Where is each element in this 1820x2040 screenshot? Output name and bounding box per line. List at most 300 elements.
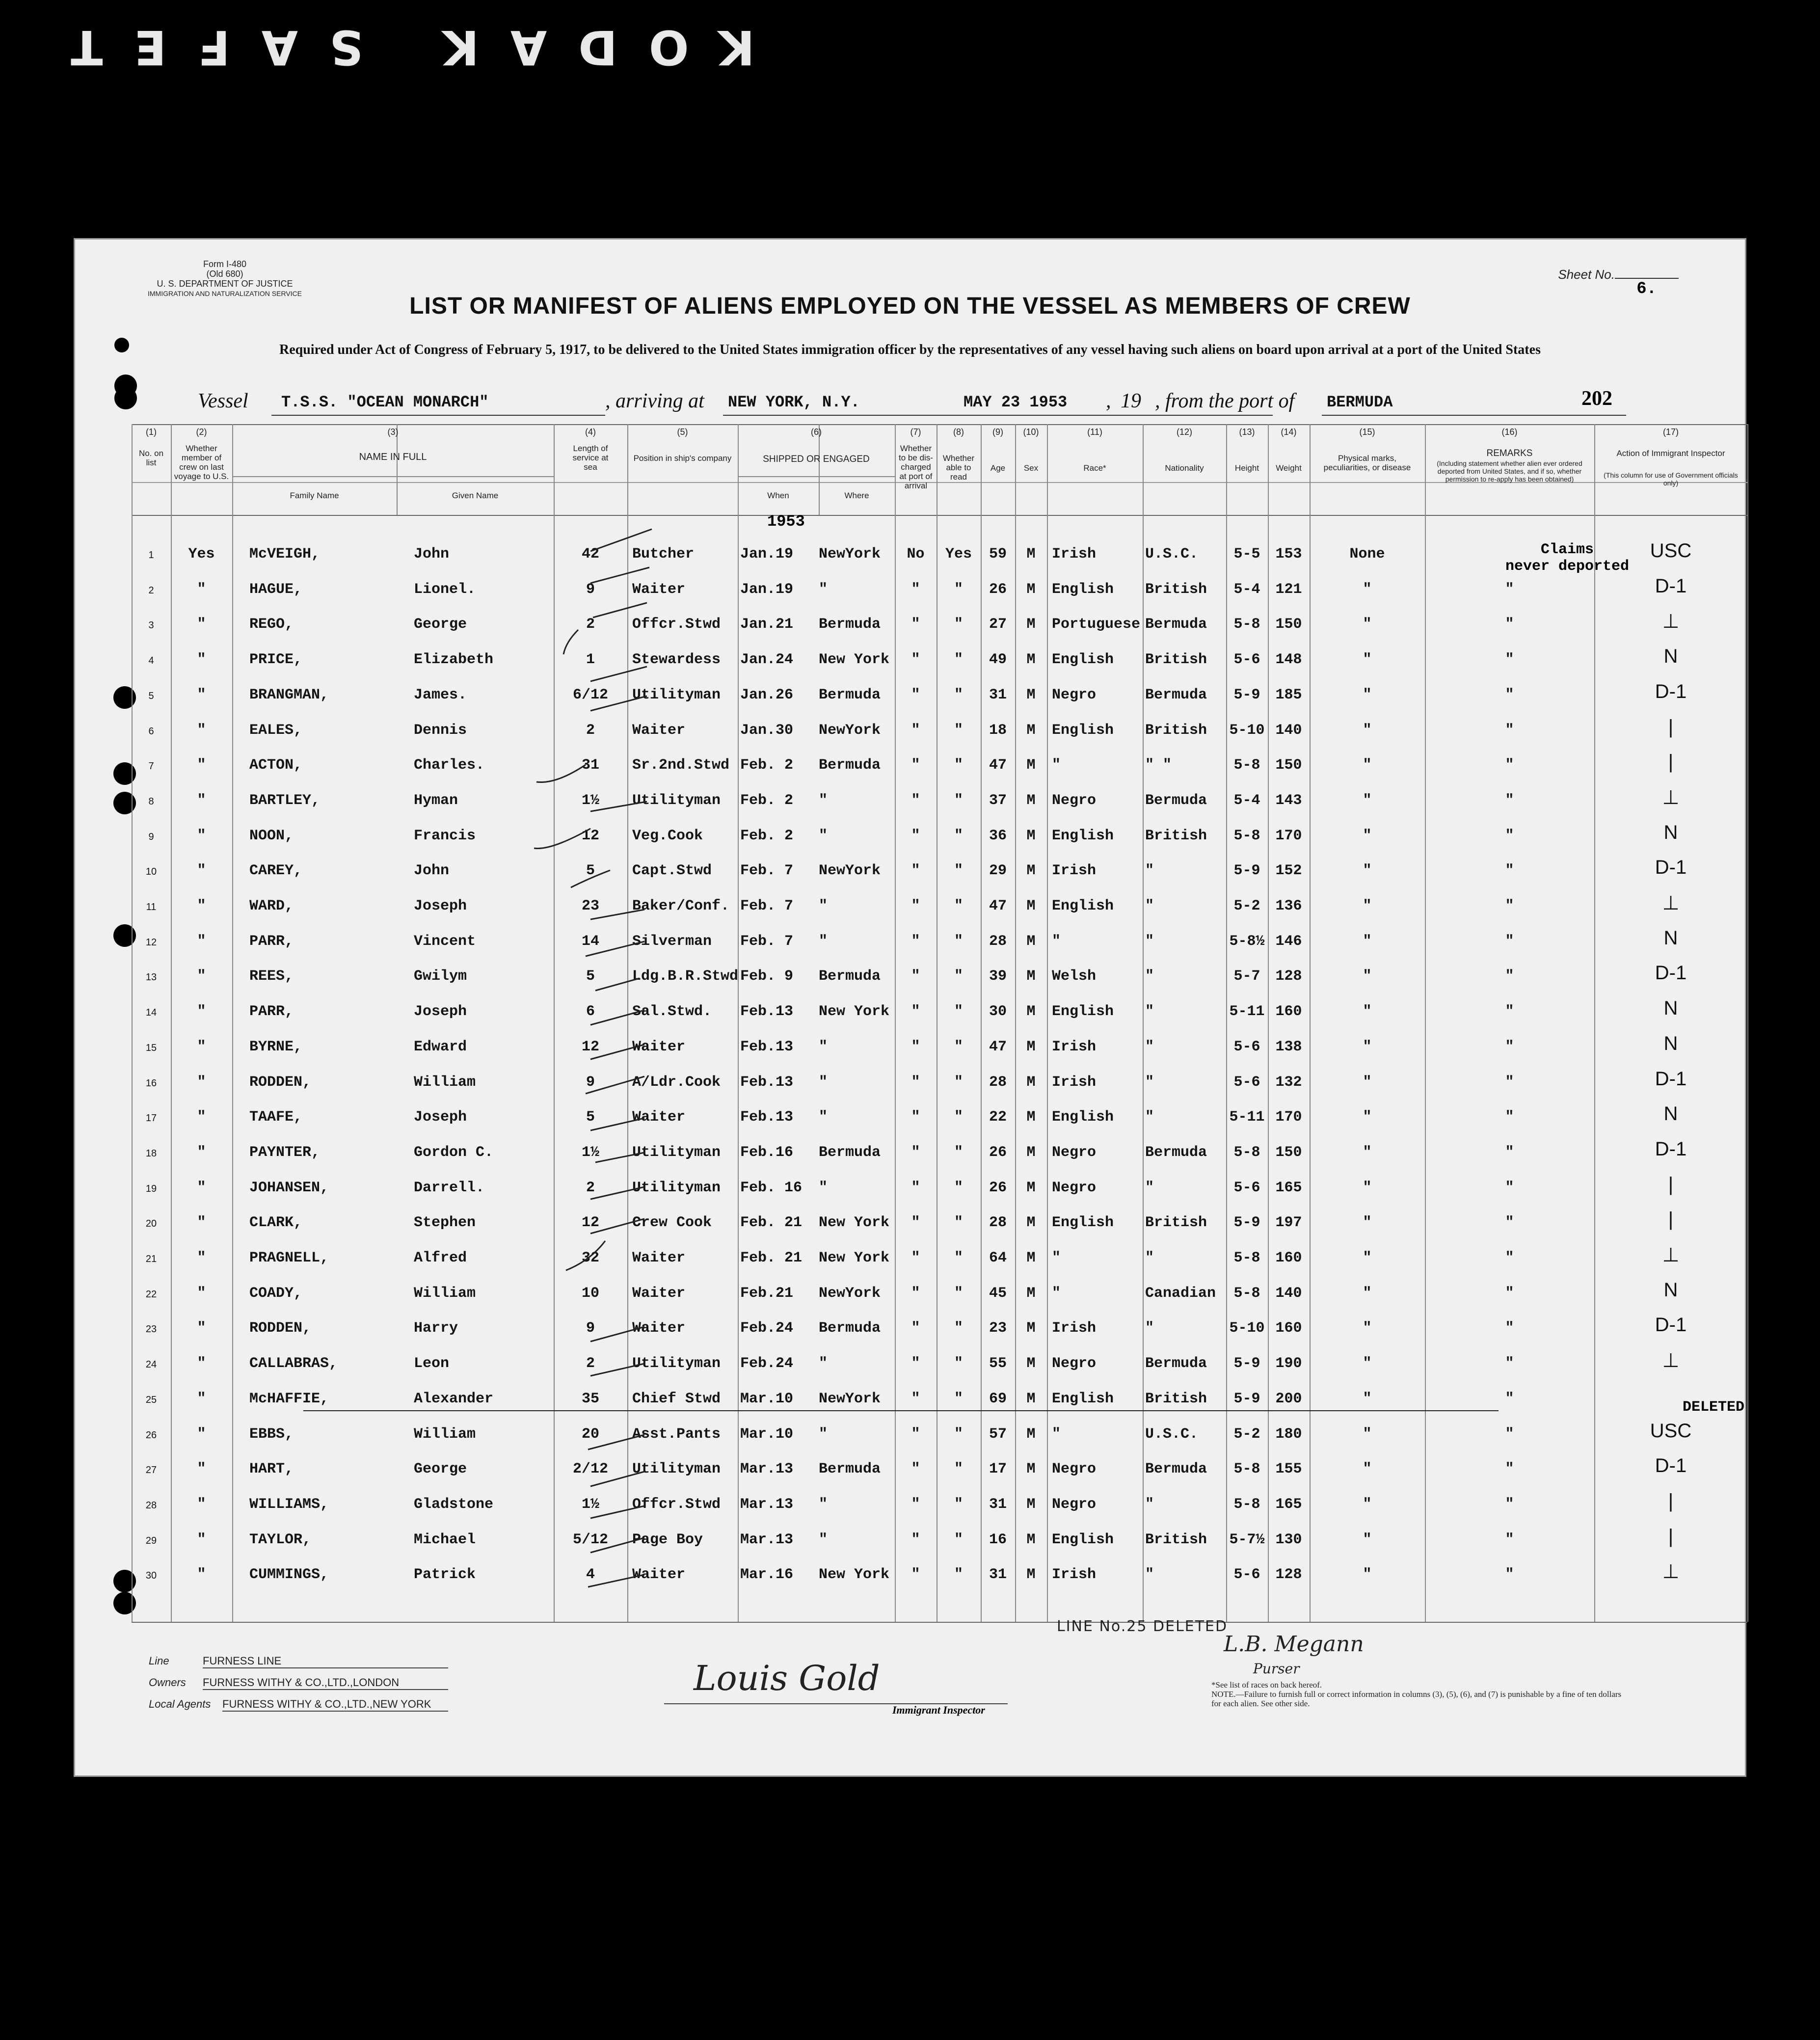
cell-age: 28 [989,1214,1007,1232]
cell-age: 55 [989,1355,1007,1372]
cell-height: 5-9 [1233,1390,1260,1407]
cell-crew: " [197,898,206,914]
cell-crew: " [197,1461,206,1478]
cell-marks: " [1363,1320,1372,1337]
cell-read: " [954,933,963,950]
vessel-name: T.S.S. "OCEAN MONARCH" [281,393,489,411]
cell-action: D-1 [1655,1455,1687,1477]
header-remarks-note: (Including statement whether alien ever ordered deported from United States, and if so, whether permission to re-apply has been obtained) [1437,459,1582,483]
cell-where: NewYork [819,1285,881,1302]
cell-weight: 190 [1275,1355,1302,1372]
cell-crew: " [197,757,206,774]
cell-where: Bermuda [819,1144,881,1161]
cell-where: Bermuda [819,616,881,633]
cell-no: 5 [148,690,154,701]
header-nationality: Nationality [1165,463,1204,473]
cell-when: Feb.13 [740,1003,794,1020]
cell-weight: 148 [1275,651,1302,669]
cell-read: " [954,968,963,985]
film-edge-marking [39,20,805,75]
table-row [132,1489,1747,1524]
cell-service: 4 [586,1566,595,1584]
cell-crew: " [197,862,206,880]
cell-race: Portuguese [1052,616,1141,633]
cell-marks: " [1363,898,1372,914]
cell-disch: " [911,1285,920,1302]
cell-given: William [414,1425,476,1443]
cell-no: 13 [145,972,157,983]
cell-where: " [819,933,828,950]
cell-weight: 128 [1275,968,1302,985]
cell-position: Waiter [632,581,686,598]
header-family-name: Family Name [290,491,339,500]
cell-crew: " [197,1074,206,1091]
cell-family: EBBS, [249,1425,294,1443]
cell-marks: " [1363,933,1372,950]
cell-when: Feb. 2 [740,827,794,844]
cell-remarks: " [1505,1003,1514,1020]
cell-height: 5-4 [1233,581,1260,598]
header-able-to-read: Whether able to read [942,454,975,482]
cell-weight: 200 [1275,1390,1302,1407]
cell-when: Feb. 7 [740,862,794,880]
cell-remarks: " [1505,1074,1514,1091]
cell-read: " [954,757,963,774]
cell-disch: " [911,1355,920,1372]
cell-crew: " [197,1250,206,1266]
cell-position: Stewardess [632,651,721,669]
cell-crew: " [197,1566,206,1584]
note-races: *See list of races on back hereof. [1211,1680,1322,1690]
cell-weight: 128 [1275,1566,1302,1584]
cell-disch: " [911,968,920,985]
cell-race: Irish [1052,1074,1097,1091]
cell-family: CALLABRAS, [249,1355,338,1372]
cell-family: McVEIGH, [249,546,321,563]
cell-family: PRAGNELL, [249,1250,329,1266]
cell-disch: " [911,862,920,880]
cell-remarks: " [1505,1355,1514,1372]
cell-marks: " [1363,1214,1372,1232]
header-sex: Sex [1023,463,1039,473]
header-age: Age [990,463,1006,473]
cell-action: | [1668,751,1674,773]
cell-where: Bermuda [819,686,881,703]
cell-age: 49 [989,651,1007,669]
table-row [132,996,1747,1031]
cell-disch: " [911,1531,920,1548]
cell-marks: " [1363,1179,1372,1196]
cell-height: 5-8 [1233,1496,1260,1513]
cell-remarks: " [1505,1461,1514,1478]
cell-when: Feb.13 [740,1109,794,1126]
cell-sex: M [1026,1003,1036,1020]
footer-notes [1211,1680,1624,1708]
cell-family: REES, [249,968,294,985]
cell-given: Edward [414,1038,467,1055]
cell-where: " [819,1109,828,1126]
purser-signature: L.B. Megann [1224,1632,1364,1657]
cell-when: Feb. 21 [740,1250,803,1266]
cell-marks: " [1363,1566,1372,1584]
cell-nat: " " [1145,757,1172,774]
cell-sex: M [1026,1144,1036,1161]
cell-when: Feb. 2 [740,792,794,809]
cell-position: Waiter [632,722,686,739]
table-row [132,1559,1747,1594]
cell-nat: Bermuda [1145,686,1207,703]
cell-action: USC [1650,1420,1692,1442]
cell-read: " [954,898,963,914]
cell-family: PARR, [249,933,294,950]
cell-race: Irish [1052,1038,1097,1055]
table-row [132,1067,1747,1101]
cell-weight: 143 [1275,792,1302,809]
cell-weight: 132 [1275,1074,1302,1091]
table-row [132,1243,1747,1277]
cell-race: English [1052,1109,1114,1126]
cell-no: 12 [145,937,157,948]
footer-agents-row [149,1698,431,1719]
cell-marks: " [1363,686,1372,703]
from-port: BERMUDA [1327,393,1393,411]
cell-when: Mar.13 [740,1461,794,1478]
line-deleted-note: LINE No.25 DELETED [1057,1618,1228,1635]
cell-service: 12 [581,1214,599,1232]
cell-race: Welsh [1052,968,1097,985]
cell-read: " [954,1355,963,1372]
cell-no: 27 [145,1465,157,1476]
cell-disch: " [911,722,920,739]
cell-nat: " [1145,1003,1154,1020]
cell-weight: 121 [1275,581,1302,598]
cell-remarks: " [1505,1531,1514,1548]
cell-height: 5-6 [1233,1074,1260,1091]
remarks-line-1: Claims [1540,541,1594,558]
cell-when: Feb. 2 [740,757,794,774]
cell-nat: Bermuda [1145,1355,1207,1372]
cell-marks: " [1363,757,1372,774]
table-row [132,574,1747,609]
cell-age: 28 [989,1074,1007,1091]
cell-action: D-1 [1655,1314,1687,1336]
cell-given: William [414,1285,476,1302]
table-row [132,1525,1747,1559]
cell-weight: 146 [1275,933,1302,950]
cell-nat: " [1145,862,1154,880]
cell-where: " [819,1355,828,1372]
cell-position: Sr.2nd.Stwd [632,757,730,774]
cell-where: " [819,1531,828,1548]
cell-height: 5-8 [1233,616,1260,633]
cell-age: 26 [989,1179,1007,1196]
owners-value: FURNESS WITHY & CO.,LTD.,LONDON [203,1676,448,1690]
cell-family: BRANGMAN, [249,686,329,703]
cell-read: " [954,722,963,739]
cell-marks: " [1363,1390,1372,1407]
cell-given: Gordon C. [414,1144,494,1161]
cell-given: Joseph [414,1109,467,1126]
cell-when: Feb. 16 [740,1179,803,1196]
cell-read: " [954,1320,963,1337]
cell-position: Utilityman [632,792,721,809]
date-comma: , [1106,390,1111,412]
cell-given: Vincent [414,933,476,950]
header-shipped-engaged: SHIPPED OR ENGAGED [763,454,870,464]
cell-read: " [954,1179,963,1196]
col-num-12: (12) [1176,427,1192,437]
remarks-line-2: never deported [1505,558,1630,575]
cell-marks: " [1363,968,1372,985]
cell-when: Feb.24 [740,1355,794,1372]
cell-where: " [819,1496,828,1513]
cell-family: RODDEN, [249,1320,312,1337]
cell-action: ⊥ [1662,611,1680,633]
cell-weight: 153 [1275,546,1302,563]
cell-disch: " [911,651,920,669]
cell-nat: Bermuda [1145,1461,1207,1478]
cell-read: " [954,792,963,809]
cell-race: English [1052,1003,1114,1020]
cell-read: " [954,827,963,844]
cell-no: 6 [148,725,154,737]
cell-read: " [954,1214,963,1232]
cell-where: Bermuda [819,968,881,985]
cell-position: Butcher [632,546,695,563]
cell-family: HART, [249,1461,294,1478]
cell-service: 5 [586,968,595,985]
cell-family: WARD, [249,898,294,914]
cell-no: 3 [148,620,154,631]
cell-remarks: " [1505,933,1514,950]
cell-age: 45 [989,1285,1007,1302]
cell-disch: " [911,1003,920,1020]
vessel-label: Vessel [198,390,248,412]
cell-read: " [954,862,963,880]
cell-position: Offcr.Stwd [632,1496,721,1513]
cell-when: Jan.19 [740,546,794,563]
table-row [132,1384,1747,1418]
cell-remarks: " [1505,1109,1514,1126]
cell-nat: U.S.C. [1145,1425,1199,1443]
cell-position: Capt.Stwd [632,862,712,880]
cell-age: 36 [989,827,1007,844]
cell-crew: " [197,933,206,950]
cell-read: " [954,1390,963,1407]
cell-family: PARR, [249,1003,294,1020]
cell-action: ⊥ [1662,1244,1680,1266]
cell-service: 31 [581,757,599,774]
cell-nat: " [1145,898,1154,914]
cell-marks: " [1363,792,1372,809]
cell-marks: " [1363,1144,1372,1161]
cell-no: 11 [146,902,157,913]
col-num-17: (17) [1662,427,1679,437]
cell-where: NewYork [819,862,881,880]
header-where: Where [844,491,869,500]
cell-remarks: " [1505,792,1514,809]
cell-where: " [819,581,828,598]
header-given-name: Given Name [452,491,499,500]
cell-where: " [819,1425,828,1443]
cell-action: D-1 [1655,962,1687,984]
col-num-1: (1) [146,427,157,437]
cell-disch: " [911,1144,920,1161]
cell-age: 64 [989,1250,1007,1266]
cell-family: PRICE, [249,651,303,669]
arriving-label: , arriving at [605,390,704,412]
cell-action: D-1 [1655,1068,1687,1090]
purser-title: Purser [1253,1661,1300,1677]
header-discharged: Whether to be dis-charged at port of arrival [899,444,933,490]
cell-action: N [1663,927,1678,949]
cell-no: 29 [145,1535,157,1546]
punch-hole [114,387,137,409]
cell-service: 1½ [581,792,599,809]
col-num-13: (13) [1239,427,1255,437]
header-weight: Weight [1276,463,1302,473]
cell-weight: 140 [1275,722,1302,739]
table-row [132,609,1747,644]
header-name-in-full: NAME IN FULL [359,452,427,462]
cell-race: English [1052,722,1114,739]
inspector-signature: Louis Gold [694,1658,880,1698]
cell-given: John [414,862,450,880]
cell-service: 6 [586,1003,595,1020]
cell-sex: M [1026,651,1036,669]
cell-action: D-1 [1655,1138,1687,1160]
table-row [132,926,1747,961]
cell-disch: " [911,1109,920,1126]
cell-crew: Yes [188,546,215,563]
cell-remarks: " [1505,616,1514,633]
cell-given: Alexander [414,1390,494,1407]
note-penalty: NOTE.—Failure to furnish full or correct information in columns (3), (5), (6), and (7) is punishable by a fine of ten dollars for each alien. See other side. [1211,1690,1622,1708]
cell-race: Negro [1052,1355,1097,1372]
cell-when: Feb. 7 [740,933,794,950]
cell-weight: 160 [1275,1320,1302,1337]
cell-given: Hyman [414,792,458,809]
table-row [132,1419,1747,1453]
document-subtitle: Required under Act of Congress of February 5, 1917, to be delivered to the United States immigration officer by the representatives of any vessel having such aliens on board upon arrival at a port of the United States [279,342,1541,357]
cell-crew: " [197,1144,206,1161]
cell-no: 22 [145,1288,157,1300]
cell-crew: " [197,1003,206,1020]
cell-height: 5-8 [1233,827,1260,844]
col-num-9: (9) [992,427,1003,437]
cell-weight: 155 [1275,1461,1302,1478]
cell-remarks: " [1505,1496,1514,1513]
cell-age: 26 [989,1144,1007,1161]
cell-when: Mar.13 [740,1496,794,1513]
cell-weight: 165 [1275,1179,1302,1196]
cell-position: Waiter [632,1320,686,1337]
line-label: Line [149,1655,169,1667]
cell-disch: " [911,1425,920,1443]
cell-where: NewYork [819,546,881,563]
cell-disch: " [911,1179,920,1196]
cell-given: James. [414,686,467,703]
cell-action: ⊥ [1662,892,1680,914]
cell-disch: " [911,933,920,950]
cell-when: Mar.10 [740,1425,794,1443]
cell-height: 5-8 [1233,1461,1260,1478]
cell-service: 9 [586,1320,595,1337]
cell-nat: Bermuda [1145,1144,1207,1161]
cell-action: ⊥ [1662,1350,1680,1372]
cell-sex: M [1026,1074,1036,1091]
cell-nat: British [1145,1531,1207,1548]
cell-when: Feb. 7 [740,898,794,914]
cell-sex: M [1026,862,1036,880]
cell-action: N [1663,1279,1678,1301]
table-row [132,1102,1747,1136]
cell-action: ⊥ [1662,786,1680,808]
cell-action: USC [1650,540,1692,562]
cell-no: 8 [148,796,154,807]
cell-crew: " [197,968,206,985]
cell-disch: " [911,581,920,598]
cell-age: 28 [989,933,1007,950]
cell-where: New York [819,1566,890,1584]
cell-disch: " [911,1320,920,1337]
cell-read: " [954,1425,963,1443]
cell-when: Jan.30 [740,722,794,739]
cell-position: A/Ldr.Cook [632,1074,721,1091]
form-old-number: (Old 680) [206,269,243,279]
cell-read: " [954,1003,963,1020]
col-num-2: (2) [196,427,207,437]
cell-position: Ldg.B.R.Stwd. [632,968,748,985]
cell-read: Yes [945,546,972,563]
cell-given: Alfred [414,1250,467,1266]
cell-given: Dennis [414,722,467,739]
cell-family: REGO, [249,616,294,633]
cell-service: 2 [586,616,595,633]
header-crew-last-voyage: Whether member of crew on last voyage to U.S. [174,444,229,481]
cell-remarks: " [1505,862,1514,880]
table-row [132,715,1747,750]
header-race: Race* [1083,463,1106,473]
cell-position: Veg.Cook [632,827,703,844]
cell-remarks: " [1505,1250,1514,1266]
cell-age: 22 [989,1109,1007,1126]
cell-race: Negro [1052,1179,1097,1196]
cell-family: TAYLOR, [249,1531,312,1548]
col-num-14: (14) [1281,427,1297,437]
cell-height: 5-8 [1233,757,1260,774]
cell-crew: " [197,792,206,809]
table-row [132,1454,1747,1488]
cell-no: 28 [145,1500,157,1511]
cell-where: Bermuda [819,1461,881,1478]
deleted-stamp: DELETED [1683,1399,1745,1416]
cell-no: 23 [145,1324,157,1335]
cell-given: Joseph [414,898,467,914]
cell-weight: 170 [1275,1109,1302,1126]
vessel-line [198,389,1646,419]
cell-marks: " [1363,862,1372,880]
cell-action: D-1 [1655,857,1687,879]
cell-marks: " [1363,1285,1372,1302]
cell-no: 10 [145,866,157,878]
cell-height: 5-7½ [1229,1531,1265,1548]
cell-where: New York [819,1003,890,1020]
cell-weight: 197 [1275,1214,1302,1232]
cell-family: McHAFFIE, [249,1390,329,1407]
table-row [132,821,1747,855]
cell-action: D-1 [1655,680,1687,702]
